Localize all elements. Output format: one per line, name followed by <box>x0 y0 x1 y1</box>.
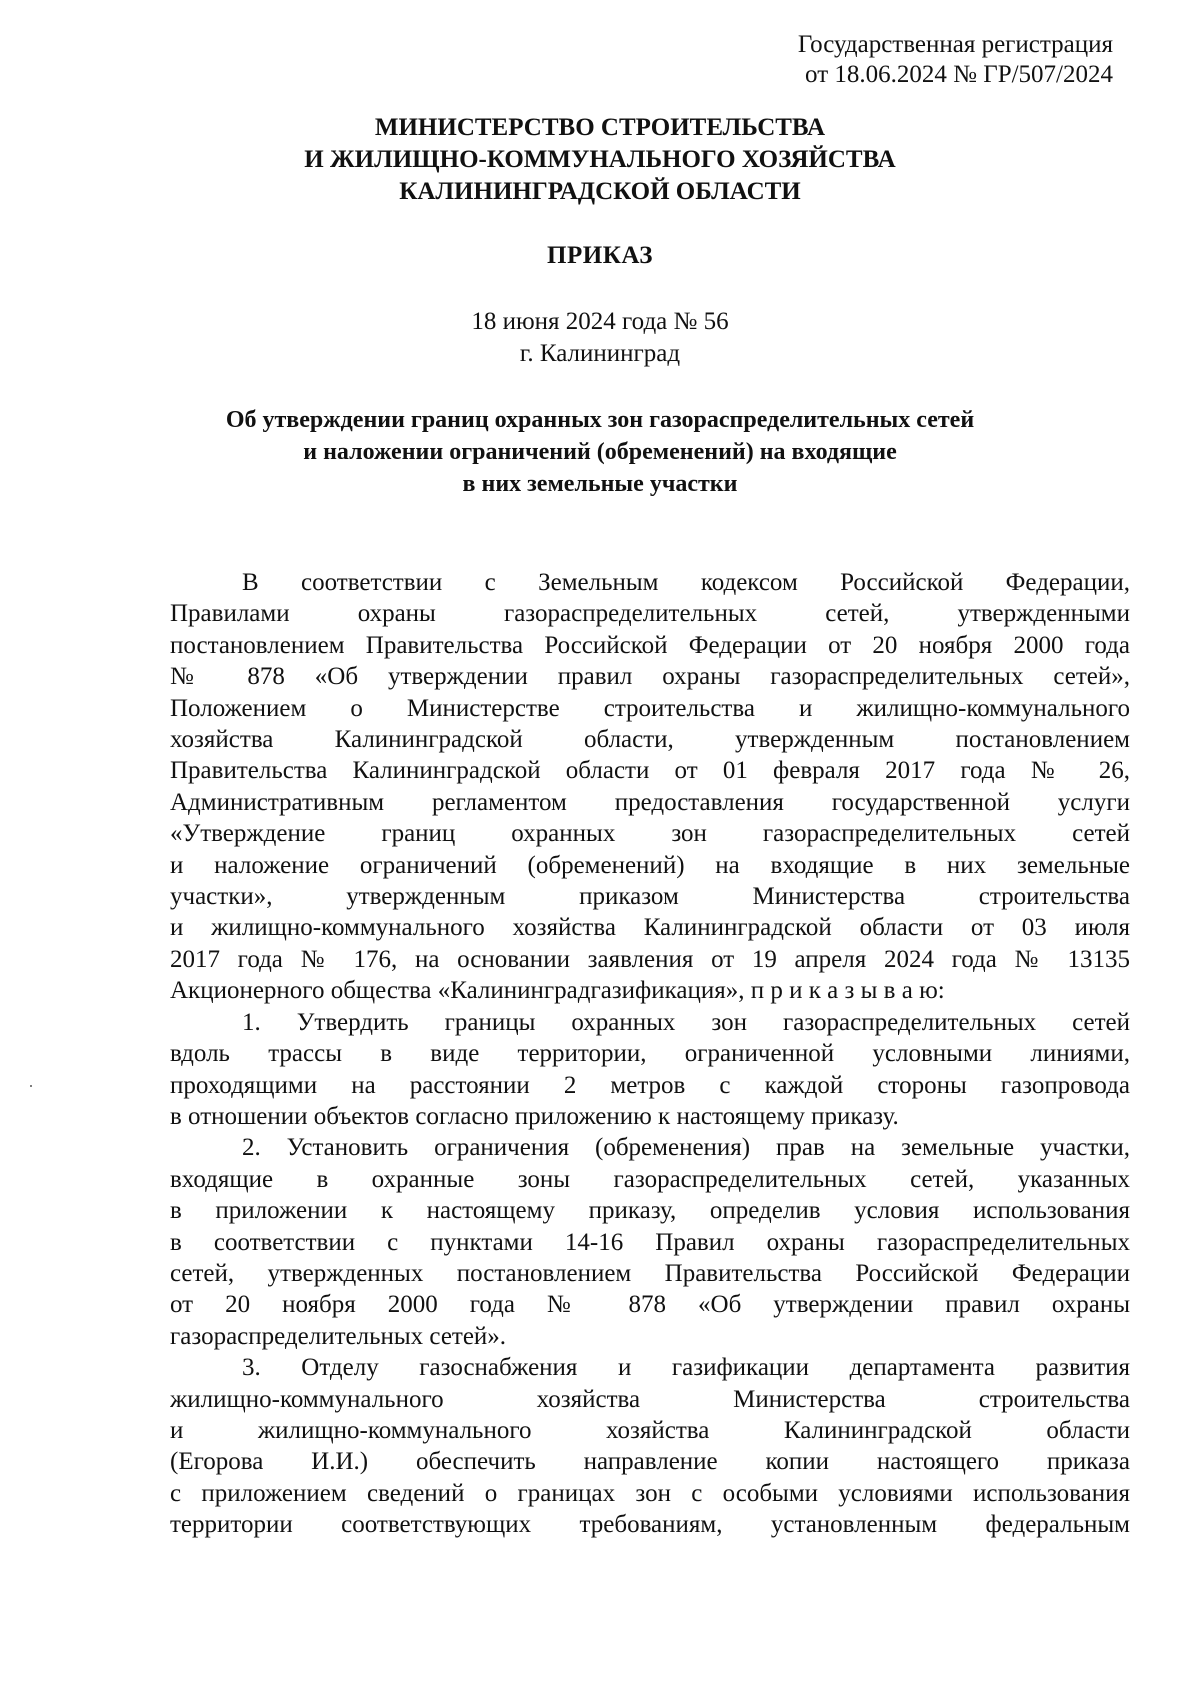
order-subject <box>0 404 1200 500</box>
body-line: и жилищно-коммунального хозяйства Калининградской области от 03 июля <box>170 914 1130 942</box>
subject-line: и наложении ограничений (обременений) на входящие <box>303 439 897 465</box>
order-date: 18 июня 2024 года № 56 <box>471 308 729 335</box>
scan-speck <box>30 1085 32 1087</box>
clause-2-line: газораспределительных сетей». <box>170 1322 507 1350</box>
order-city: г. Калининград <box>519 340 681 367</box>
order-date-block <box>0 306 1200 370</box>
body-line: В соответствии с Земельным кодексом Российской Федерации, <box>242 569 1130 596</box>
body-line: и наложение ограничений (обременений) на входящие в них земельные <box>170 851 1130 879</box>
body-line: хозяйства Калининградской области, утвержденным постановлением <box>170 726 1130 754</box>
body-line: Административным регламентом предоставления государственной услуги <box>170 788 1130 816</box>
clause-3-line: территории соответствующих требованиям, установленным федеральным <box>170 1511 1130 1539</box>
clause-3-line: жилищно-коммунального хозяйства Министерства строительства <box>170 1385 1130 1413</box>
clause-3-line: (Егорова И.И.) обеспечить направление копии настоящего приказа <box>170 1448 1130 1476</box>
clause-1-line: вдоль трассы в виде территории, ограниченной условными линиями, <box>170 1040 1130 1068</box>
subject-line: в них земельные участки <box>462 471 738 497</box>
body-line: постановлением Правительства Российской Федерации от 20 ноября 2000 года <box>170 631 1130 659</box>
clause-3-line: 3. Отделу газоснабжения и газификации департамента развития <box>242 1354 1130 1382</box>
clause-2-line: в приложении к настоящему приказу, определив условия использования <box>170 1197 1130 1225</box>
clause-2-line: в соответствии с пунктами 14-16 Правил охраны газораспределительных <box>170 1228 1130 1256</box>
registration-line-1: Государственная регистрация <box>797 31 1113 58</box>
clause-1-line: проходящими на расстоянии 2 метров с каждой стороны газопровода <box>170 1071 1130 1099</box>
clause-2-line: сетей, утвержденных постановлением Правительства Российской Федерации <box>170 1259 1130 1287</box>
subject-line: Об утверждении границ охранных зон газораспределительных сетей <box>225 407 975 433</box>
registration-stamp <box>798 30 1113 90</box>
clause-3-line: с приложением сведений о границах зон с особыми условиями использования <box>170 1479 1130 1507</box>
body-line: «Утверждение границ охранных зон газораспределительных сетей <box>170 820 1130 848</box>
body-line: № 878 «Об утверждении правил охраны газораспределительных сетей», <box>170 663 1130 691</box>
body-line: Правительства Калининградской области от 01 февраля 2017 года № 26, <box>170 757 1130 785</box>
ministry-line-3: КАЛИНИНГРАДСКОЙ ОБЛАСТИ <box>399 178 801 205</box>
clause-2-line: 2. Установить ограничения (обременения) прав на земельные участки, <box>242 1134 1130 1162</box>
clause-2-line: от 20 ноября 2000 года № 878 «Об утверждении правил охраны <box>170 1291 1130 1319</box>
body-line: участки», утвержденным приказом Министерства строительства <box>170 883 1130 911</box>
order-body <box>170 567 1130 1541</box>
body-line: Правилами охраны газораспределительных сетей, утвержденными <box>170 600 1130 628</box>
registration-line-2: от 18.06.2024 № ГР/507/2024 <box>805 61 1113 88</box>
ministry-line-1: МИНИСТЕРСТВО СТРОИТЕЛЬСТВА <box>374 114 826 141</box>
clause-1-line: 1. Утвердить границы охранных зон газораспределительных сетей <box>242 1008 1130 1036</box>
body-line: Акционерного общества «Калининградгазификация», п р и к а з ы в а ю: <box>170 977 945 1005</box>
order-title: ПРИКАЗ <box>547 242 653 269</box>
clause-1-line: в отношении объектов согласно приложению к настоящему приказу. <box>170 1102 899 1130</box>
body-line: 2017 года № 176, на основании заявления от 19 апреля 2024 года № 13135 <box>170 945 1130 973</box>
ministry-header <box>0 112 1200 208</box>
clause-2-line: входящие в охранные зоны газораспределительных сетей, указанных <box>170 1165 1130 1193</box>
body-line: Положением о Министерстве строительства и жилищно-коммунального <box>170 694 1130 722</box>
clause-3-line: и жилищно-коммунального хозяйства Калининградской области <box>170 1416 1130 1444</box>
ministry-line-2: И ЖИЛИЩНО-КОММУНАЛЬНОГО ХОЗЯЙСТВА <box>304 146 896 173</box>
